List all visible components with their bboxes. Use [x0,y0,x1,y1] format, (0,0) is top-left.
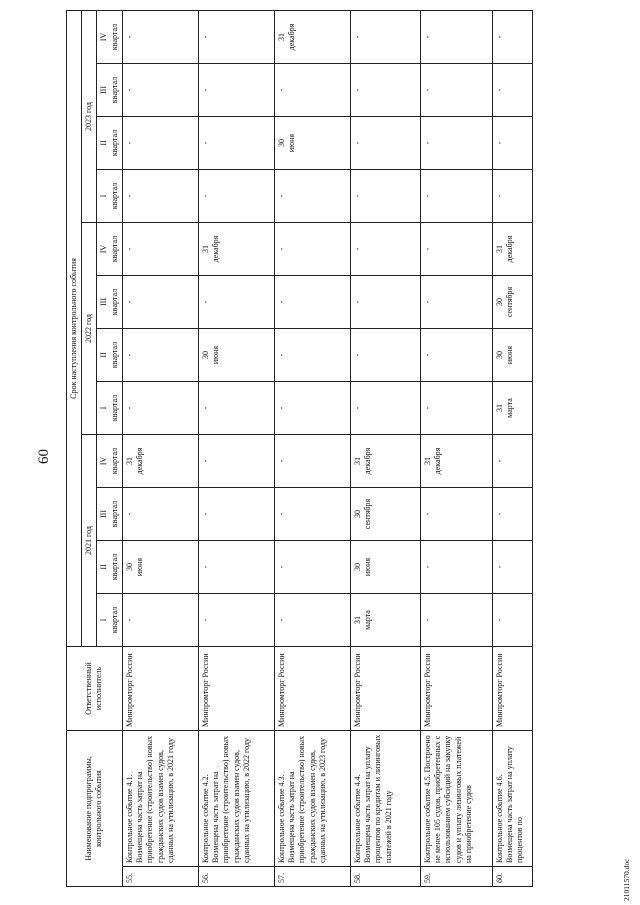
table-row [122,10,198,886]
value-day: - [124,512,134,516]
quarter-value [420,64,492,117]
table-row [274,10,350,886]
value-day: - [422,565,432,569]
footer-filename: 21011570.doc [622,858,631,901]
event-name: Контрольное событие 4.4. Возмещена часть затрат на уплату процентов по кредитам и лизинговых платежей в 2021 году [350,731,420,867]
quarter-word: квартал [109,182,119,210]
quarter-word: квартал [109,129,119,157]
quarter-value [350,64,420,117]
quarter-value [350,170,420,223]
quarter-value [350,382,420,435]
quarter-value [198,382,274,435]
value-day: - [494,35,504,39]
value-day: - [200,459,210,463]
row-number: 57. [274,867,350,887]
header-quarter [97,594,122,647]
value-day: - [276,406,286,410]
quarter-value [492,10,532,63]
quarter-value [198,223,274,276]
quarter-value [492,170,532,223]
quarter-numeral: III [99,86,109,94]
quarter-value [492,117,532,170]
control-events-table [66,10,533,887]
value-month: сентября [363,498,373,530]
quarter-value [122,223,198,276]
value-day: 31 [422,457,432,465]
value-day: 30 [124,563,134,571]
header-quarter [97,223,122,276]
value-day: - [352,406,362,410]
header-year-2023: 2023 год [82,10,97,222]
header-quarter [97,117,122,170]
quarter-value [420,435,492,488]
quarter-value [274,541,350,594]
quarter-value [420,382,492,435]
quarter-numeral: III [99,510,109,518]
quarter-value [122,117,198,170]
table-row [350,10,420,886]
quarter-value [122,541,198,594]
value-day: - [352,247,362,251]
value-day: 30 [494,351,504,359]
value-day: - [124,247,134,251]
quarter-value [274,276,350,329]
value-day: - [276,512,286,516]
value-day: - [422,194,432,198]
quarter-value [122,329,198,382]
value-day: 30 [276,139,286,147]
executor: Минпромторг России [198,647,274,731]
quarter-value [420,10,492,63]
value-day: 30 [352,563,362,571]
quarter-value [274,329,350,382]
value-day: - [422,406,432,410]
header-quarter [97,382,122,435]
quarter-value [198,64,274,117]
value-day: - [200,88,210,92]
value-month: марта [505,398,515,418]
quarter-value [198,541,274,594]
quarter-value [198,10,274,63]
value-day: - [422,88,432,92]
header-quarter [97,276,122,329]
header-quarter [97,488,122,541]
quarter-value [122,435,198,488]
quarter-value [492,382,532,435]
value-day: 31 [494,404,504,413]
value-day: - [422,35,432,39]
table-row [492,10,532,886]
quarter-value [350,488,420,541]
value-day: - [352,141,362,145]
quarter-value [122,488,198,541]
value-day: - [352,300,362,304]
quarter-value [274,64,350,117]
quarter-value [198,117,274,170]
quarter-value [274,223,350,276]
value-day: - [124,353,134,357]
value-day: - [422,353,432,357]
header-year-2022: 2022 год [82,223,97,435]
quarter-value [350,541,420,594]
value-day: - [494,88,504,92]
quarter-word: квартал [109,553,119,581]
quarter-value [350,435,420,488]
value-day: 31 [200,245,210,253]
executor: Минпромторг России [420,647,492,731]
value-day: - [494,459,504,463]
quarter-value [420,223,492,276]
value-day: - [276,353,286,357]
quarter-value [492,594,532,647]
quarter-numeral: IV [99,244,109,254]
quarter-value [350,276,420,329]
value-day: 31 [494,245,504,253]
quarter-value [122,170,198,223]
value-day: - [124,618,134,622]
quarter-value [492,223,532,276]
row-number: 60. [492,867,532,887]
event-name: Контрольное событие 4.1. Возмещена часть затрат на приобретение (строительство) новых гражданских судов взамен судов, сданных на утилизацию, в 2021 году [122,731,198,867]
value-month: июня [211,345,221,365]
quarter-value [198,276,274,329]
header-quarter [97,329,122,382]
value-month: июня [135,557,145,577]
value-day: - [200,512,210,516]
quarter-value [350,223,420,276]
quarter-value [420,541,492,594]
quarter-value [420,117,492,170]
quarter-value [420,276,492,329]
quarter-value [274,10,350,63]
quarter-numeral: II [99,352,109,358]
value-month: марта [363,610,373,630]
value-day: - [276,565,286,569]
quarter-value [198,594,274,647]
value-day: - [124,141,134,145]
quarter-value [350,594,420,647]
quarter-value [274,488,350,541]
quarter-word: квартал [109,76,119,104]
value-month: декабря [287,23,297,51]
value-day: - [494,618,504,622]
value-month: декабря [135,447,145,475]
executor: Минпромторг России [122,647,198,731]
quarter-value [350,117,420,170]
quarter-value [492,541,532,594]
event-name: Контрольное событие 4.6. Возмещена часть затрат на уплату процентов по [492,731,532,867]
row-number: 59. [420,867,492,887]
value-day: - [200,406,210,410]
header-executor: Ответственный исполнитель [67,647,123,731]
table-row [420,10,492,886]
quarter-numeral: II [99,140,109,146]
quarter-numeral: IV [99,456,109,466]
value-day: 30 [494,298,504,306]
quarter-value [350,10,420,63]
quarter-value [420,594,492,647]
quarter-value [420,170,492,223]
value-day: - [352,194,362,198]
value-day: - [124,35,134,39]
row-number: 58. [350,867,420,887]
value-day: - [422,247,432,251]
row-number: 55. [122,867,198,887]
value-day: - [200,300,210,304]
header-name: Наименование подпрограммы, контрольного события [67,731,123,887]
quarter-value [492,64,532,117]
quarter-word: квартал [109,500,119,528]
value-day: - [494,565,504,569]
header-year-2021: 2021 год [82,435,97,647]
value-month: июня [505,345,515,365]
event-name: Контрольное событие 4.3. Возмещена часть затрат на приобретение (строительство) новых гражданских судов взамен судов, сданных на утилизацию, в 2023 году [274,731,350,867]
value-day: - [200,194,210,198]
value-day: - [200,618,210,622]
quarter-value [122,276,198,329]
quarter-value [274,382,350,435]
header-quarter [97,170,122,223]
event-name: Контрольное событие 4.2. Возмещена часть затрат на приобретение (строительство) новых гражданских судов взамен судов, сданных на утилизацию, в 2022 году [198,731,274,867]
value-month: июня [363,557,373,577]
value-day: - [494,141,504,145]
value-day: - [276,247,286,251]
quarter-word: квартал [109,394,119,422]
header-quarter [97,435,122,488]
quarter-numeral: II [99,564,109,570]
quarter-value [420,329,492,382]
value-day: 30 [352,510,362,518]
quarter-value [350,329,420,382]
row-number: 56. [198,867,274,887]
value-day: - [124,406,134,410]
quarter-numeral: I [99,406,109,410]
quarter-value [492,329,532,382]
quarter-value [274,594,350,647]
value-day: - [422,141,432,145]
value-day: 31 [124,457,134,465]
quarter-numeral: I [99,194,109,198]
quarter-value [122,594,198,647]
executor: Минпромторг России [274,647,350,731]
header-period: Срок наступления контрольного события [67,10,82,646]
quarter-value [198,329,274,382]
value-day: - [494,194,504,198]
value-day: - [422,512,432,516]
value-month: декабря [211,235,221,263]
executor: Минпромторг России [492,647,532,731]
quarter-value [492,488,532,541]
value-day: 31 [276,32,286,41]
value-month: сентября [505,286,515,318]
quarter-numeral: III [99,298,109,306]
executor: Минпромторг России [350,647,420,731]
quarter-value [492,435,532,488]
header-quarter [97,541,122,594]
value-day: - [422,300,432,304]
quarter-value [122,10,198,63]
value-day: - [494,512,504,516]
value-day: - [352,353,362,357]
value-day: - [276,459,286,463]
page-number: 60 [36,449,52,464]
value-day: - [276,194,286,198]
header-quarter [97,64,122,117]
quarter-numeral: I [99,618,109,622]
value-day: - [276,618,286,622]
event-name: Контрольное событие 4.5. Построено не менее 105 судов, приобретенных с использованием субсидий на закупку судов и уплату лизинговых платежей на приобретение судов [420,731,492,867]
quarter-word: квартал [109,447,119,475]
quarter-value [492,276,532,329]
value-day: - [200,141,210,145]
value-day: 31 [352,616,362,625]
value-day: - [276,300,286,304]
quarter-value [274,435,350,488]
value-day: - [352,35,362,39]
value-day: 30 [200,351,210,359]
quarter-value [122,64,198,117]
value-day: - [200,565,210,569]
value-month: декабря [505,235,515,263]
table-row [198,10,274,886]
quarter-word: квартал [109,606,119,634]
quarter-value [198,488,274,541]
value-day: - [124,300,134,304]
value-month: декабря [433,447,443,475]
value-day: - [200,35,210,39]
quarter-value [274,170,350,223]
quarter-word: квартал [109,341,119,369]
quarter-value [122,382,198,435]
quarter-word: квартал [109,235,119,263]
quarter-value [198,170,274,223]
value-day: - [124,194,134,198]
quarter-value [420,488,492,541]
quarter-value [274,117,350,170]
quarter-word: квартал [109,23,119,51]
value-day: - [124,88,134,92]
table-body [122,10,532,886]
value-day: - [352,88,362,92]
value-day: 31 [352,457,362,465]
quarter-value [198,435,274,488]
header-quarter [97,10,122,63]
value-day: - [276,88,286,92]
value-month: июня [287,133,297,153]
value-day: - [422,618,432,622]
quarter-numeral: IV [99,32,109,42]
quarter-word: квартал [109,288,119,316]
value-month: декабря [363,447,373,475]
